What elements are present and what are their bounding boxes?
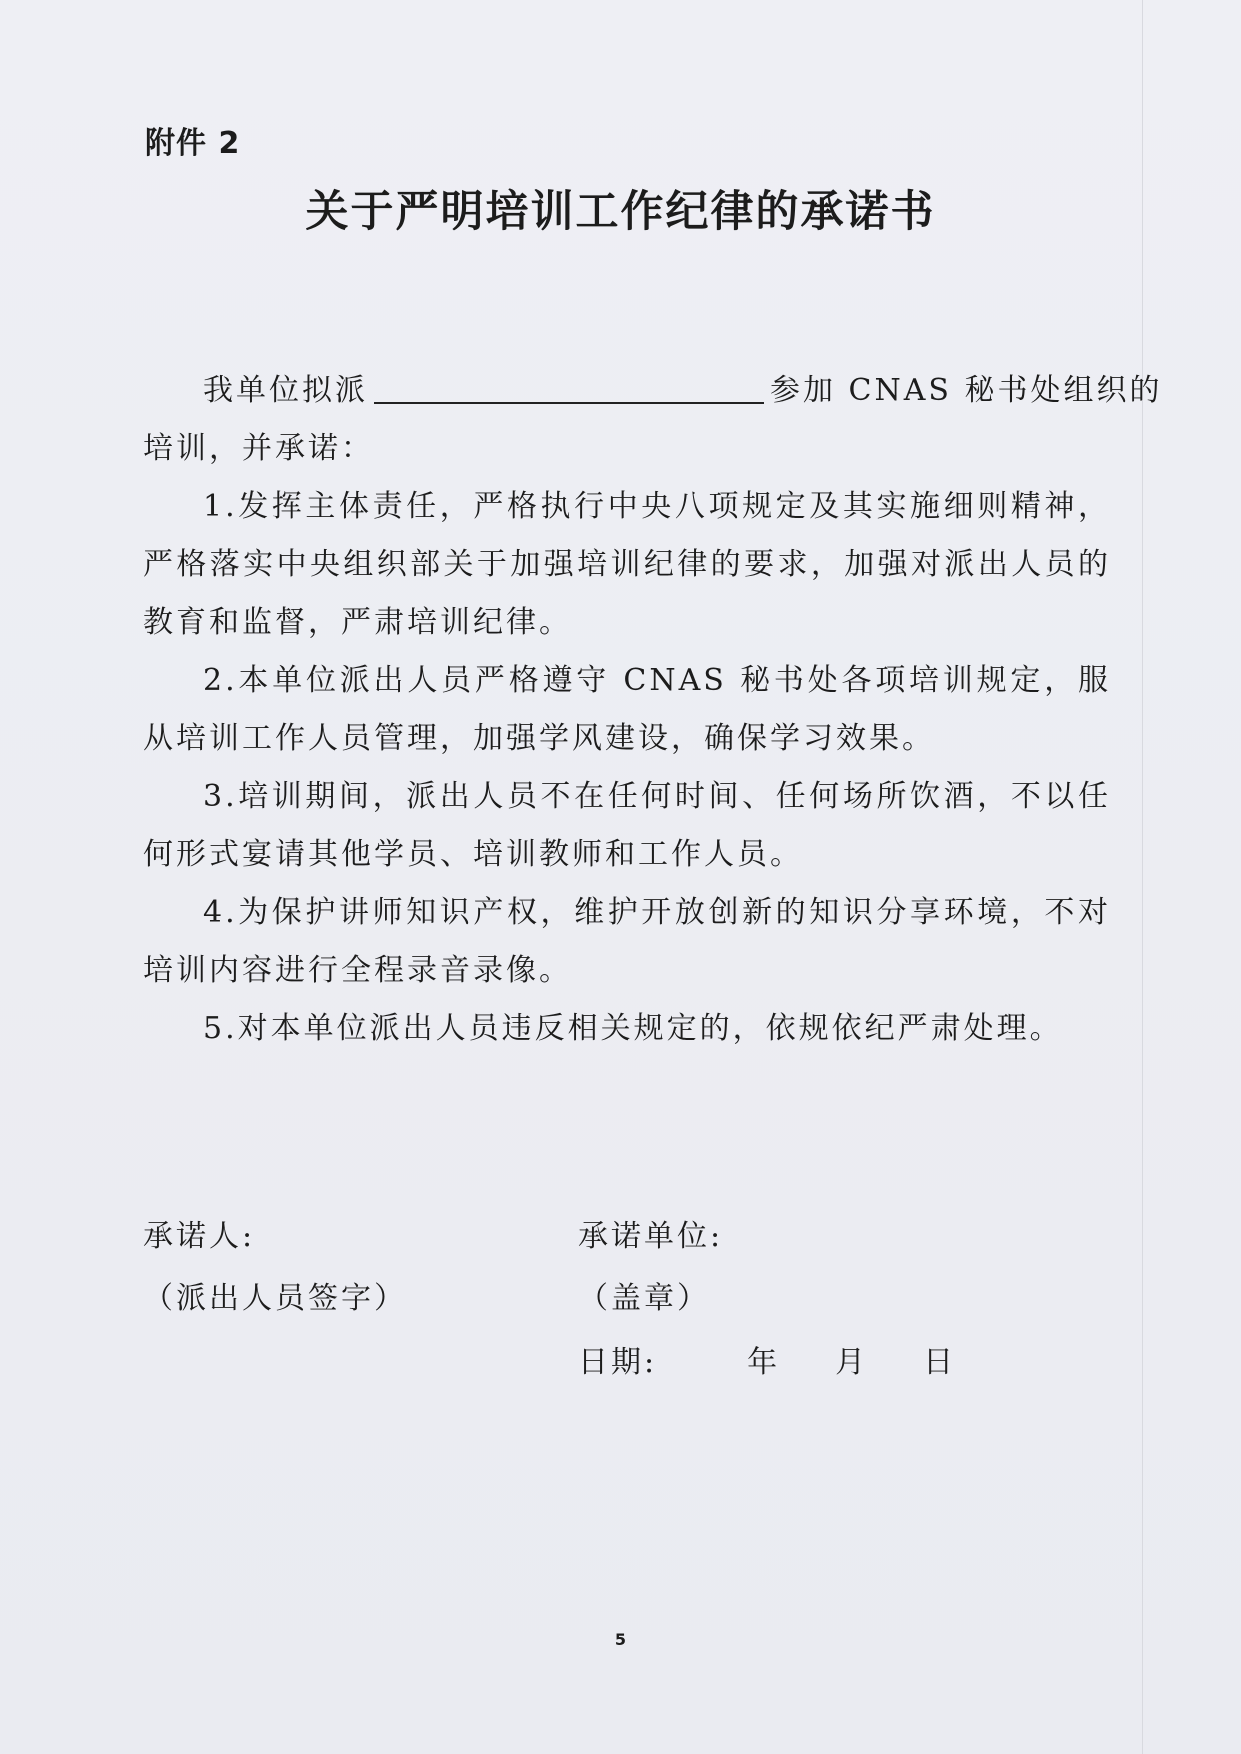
scan-edge-line (1142, 0, 1143, 1754)
page-number: 5 (614, 1630, 627, 1649)
date-day: 日 (923, 1345, 957, 1380)
date-line (578, 1334, 956, 1392)
promisor-label: 承诺人: (143, 1219, 256, 1254)
commitment-paragraph-5: 5.对本单位派出人员违反相关规定的，依规依纪严肃处理。 (203, 1011, 1063, 1046)
intro-suffix: 参加 CNAS 秘书处组织的 (770, 373, 1163, 408)
document-title: 关于严明培训工作纪律的承诺书 (305, 187, 936, 237)
intro-prefix: 我单位拟派 (203, 373, 368, 408)
date-label: 日期: (578, 1345, 658, 1380)
date-month: 月 (835, 1345, 869, 1380)
commitment-paragraph-1: 1.发挥主体责任，严格执行中央八项规定及其实施细则精神，严格落实中央组织部关于加强培训纪律的要求，加强对派出人员的教育和监督，严肃培训纪律。 (143, 489, 1111, 640)
commitment-paragraphs (143, 478, 1111, 1058)
promisor-note: （派出人员签字） (143, 1281, 407, 1316)
attachment-label: 附件 2 (145, 126, 241, 161)
unit-label: 承诺单位: (578, 1219, 724, 1254)
intro-continuation: 培训，并承诺： (143, 431, 374, 466)
commitment-paragraph-2: 2.本单位派出人员严格遵守 CNAS 秘书处各项培训规定，服从培训工作人员管理，加强学风建设，确保学习效果。 (143, 663, 1111, 756)
personnel-blank-field[interactable] (374, 368, 764, 404)
unit-note: （盖章） (578, 1281, 710, 1316)
date-year: 年 (747, 1345, 781, 1380)
commitment-paragraph-4: 4.为保护讲师知识产权，维护开放创新的知识分享环境，不对培训内容进行全程录音录像。 (143, 895, 1111, 988)
intro-line (203, 362, 1163, 420)
commitment-paragraph-3: 3.培训期间，派出人员不在任何时间、任何场所饮酒，不以任何形式宴请其他学员、培训教师和工作人员。 (143, 779, 1111, 872)
